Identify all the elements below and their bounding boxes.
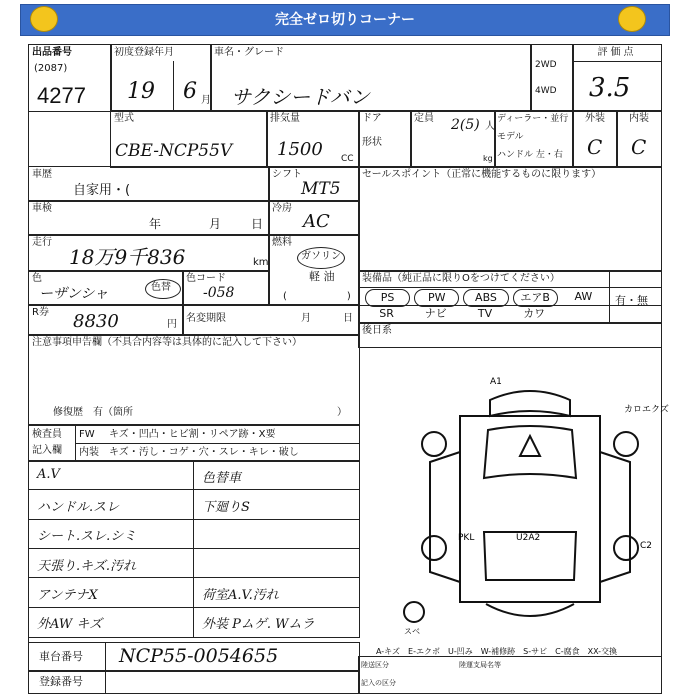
equipment-row-2 — [363, 306, 609, 322]
color-cell — [28, 270, 184, 306]
divider — [573, 61, 661, 62]
mileage-label: 走行 — [32, 237, 52, 248]
auction-no-sub: (2087) — [34, 63, 68, 74]
ac-value: AC — [303, 211, 330, 232]
remarks-text: 下廻りS — [202, 499, 250, 515]
right-side — [600, 452, 630, 582]
model-value: CBE-NCP55V — [115, 141, 233, 161]
remarks-row — [29, 578, 193, 607]
remarks-row — [194, 549, 359, 578]
selling-points-cell — [358, 166, 662, 272]
shift-cell — [268, 166, 360, 202]
capacity-unit: 人 — [485, 121, 495, 132]
registration-year: 19 — [127, 79, 155, 104]
repair-history-close: ） — [337, 407, 347, 418]
interior-label: 内装 — [629, 113, 649, 124]
divider — [105, 643, 106, 671]
review-label: 後日系 — [362, 325, 392, 336]
remarks-row — [29, 608, 193, 637]
auction-no-label: 出品番号 — [32, 47, 72, 58]
vehicle-name-cell — [210, 44, 532, 112]
registration-label: 初度登録年月 — [114, 47, 174, 58]
car-diagram — [400, 372, 669, 642]
remarks-row — [194, 520, 359, 549]
remarks-text: 外AW キズ — [37, 617, 103, 633]
inspector-in: 内装 — [79, 447, 99, 458]
equipment-item: ナビ — [424, 307, 447, 320]
color-code-cell — [182, 270, 270, 306]
chassis-value: NCP55-0054655 — [119, 645, 279, 667]
displacement-value: 1500 — [277, 139, 323, 160]
shift-label: シフト — [272, 169, 302, 180]
bear-mascot-icon — [618, 6, 646, 32]
ac-label: 冷房 — [272, 203, 292, 214]
doors-cell — [358, 110, 412, 168]
bottom-small-c: 記入の区分 — [361, 679, 396, 687]
remarks-text: 色替車 — [202, 470, 242, 486]
fuel-cell — [268, 234, 360, 306]
inspector-in-items: キズ・汚し・コゲ・穴・スレ・キレ・破し — [109, 447, 299, 458]
chassis-label: 車台番号 — [39, 650, 83, 663]
recycle-unit: 円 — [167, 319, 177, 330]
spare-tire — [404, 602, 424, 622]
damage-legend: A-キズ E-エクボ U-凹み W-補修跡 S-サビ C-腐食 XX-交換 — [376, 647, 618, 656]
usage-cell — [28, 166, 270, 202]
exterior-cell — [572, 110, 618, 168]
remarks-row — [29, 520, 193, 549]
inspection-month: 月 — [209, 217, 222, 231]
chassis-cell — [28, 642, 360, 672]
bottom-small-cell — [358, 656, 662, 694]
equipment-item: AW — [574, 290, 593, 303]
notes-label: 注意事項申告欄（不具合内容等は具体的に記入して下さい） — [32, 337, 302, 348]
equipment-other: 有・無 — [615, 294, 648, 307]
equipment-item: エアB — [513, 289, 558, 307]
recycle-value: 8830 — [73, 311, 119, 332]
diagram-cloth: カロエクズ — [624, 405, 669, 415]
auction-no-cell — [28, 44, 112, 112]
front-right-wheel — [614, 432, 638, 456]
dealer-cell — [494, 110, 574, 168]
bear-mascot-icon — [30, 6, 58, 32]
remarks-row — [194, 461, 359, 490]
displacement-cell — [266, 110, 360, 168]
score-value: 3.5 — [589, 73, 631, 103]
registration-cell — [110, 44, 212, 112]
remarks-row — [194, 578, 359, 607]
equipment-item: SR — [379, 307, 394, 320]
remarks-table — [28, 460, 360, 638]
displacement-label: 排気量 — [270, 113, 300, 124]
capacity-value: 2(5) — [451, 117, 480, 133]
diagram-uaa: U2A2 — [516, 533, 541, 543]
remarks-text: A.V — [37, 466, 60, 482]
rear-bumper — [486, 604, 574, 616]
diagram-suba: スベ — [404, 627, 420, 636]
doors-label: ドア — [362, 113, 382, 124]
remarks-row — [29, 461, 193, 490]
bottom-small-b: 陸運支局名等 — [459, 661, 501, 669]
score-cell — [572, 44, 662, 112]
header-bar — [20, 4, 670, 36]
weight-unit: kg — [483, 154, 493, 163]
color-change-label: 色替 — [151, 282, 171, 293]
reg-no-cell — [28, 670, 360, 694]
divider — [609, 287, 610, 323]
color-label: 色 — [32, 273, 42, 284]
interior-cell — [616, 110, 662, 168]
remarks-text: 外装 Pムゲ. Wムラ — [202, 617, 315, 633]
bottom-small-a: 陸送区分 — [361, 661, 389, 669]
divider — [173, 61, 174, 111]
inspector-label-2: 記入欄 — [32, 445, 62, 456]
diagram-pkl: PKL — [458, 533, 475, 543]
capacity-cell — [410, 110, 496, 168]
fuel-diesel: 軽 油 — [309, 270, 335, 283]
displacement-unit: CC — [341, 154, 354, 164]
exterior-label: 外装 — [585, 113, 605, 124]
usage-label: 車歴 — [32, 169, 52, 180]
inspector-label-1: 検査員 — [32, 429, 62, 440]
capacity-label: 定員 — [414, 113, 434, 124]
selling-points-label: セールスポイント（正常に機能するものに限ります） — [362, 169, 602, 180]
shape-label: 形状 — [362, 137, 382, 148]
dealer-label: ディーラー・並行 — [497, 114, 569, 124]
inspector-cell — [28, 424, 360, 462]
mileage-unit: km — [253, 257, 269, 268]
recycle-cell — [28, 304, 184, 336]
remarks-row — [29, 490, 193, 519]
color-code-value: -058 — [203, 285, 235, 301]
remarks-right-column — [194, 461, 359, 637]
vehicle-name-label: 車名・グレード — [214, 47, 284, 58]
remarks-row — [29, 549, 193, 578]
drive-2wd: 2WD — [535, 60, 557, 70]
fuel-paren: ( ) — [283, 291, 351, 302]
name-change-month: 月 — [301, 313, 311, 324]
usage-value: 自家用・( — [73, 183, 131, 198]
inspection-cell — [28, 200, 270, 236]
recycle-label: R券 — [32, 307, 49, 318]
remarks-text: 天張り.キズ.汚れ — [37, 558, 137, 574]
remarks-text: 荷室A.V.汚れ — [202, 587, 279, 603]
remarks-left-column — [29, 461, 193, 637]
rear-left-wheel — [422, 536, 446, 560]
remarks-row — [194, 608, 359, 637]
inspector-fw: FW — [79, 429, 95, 440]
registration-month: 6 — [183, 79, 197, 104]
registration-month-unit: 月 — [201, 95, 211, 106]
remarks-row — [194, 490, 359, 519]
remarks-text: ハンドル.スレ — [37, 499, 120, 515]
inspection-label: 車検 — [32, 203, 52, 214]
equipment-item: カワ — [523, 307, 546, 320]
fuel-gas: ガソリン — [301, 251, 341, 262]
auction-no-value: 4277 — [37, 83, 86, 108]
model-label: 型式 — [114, 113, 134, 124]
inspection-year: 年 — [149, 217, 162, 231]
notes-cell — [28, 334, 360, 426]
car-body-outline — [460, 416, 600, 602]
equipment-item: PS — [365, 289, 410, 307]
divider — [105, 671, 106, 693]
left-side — [430, 452, 460, 582]
divider — [609, 271, 610, 287]
reg-no-label: 登録番号 — [39, 675, 83, 688]
page-title: 完全ゼロ切りコーナー — [275, 12, 415, 28]
review-cell — [358, 322, 662, 348]
ac-cell — [268, 200, 360, 236]
mark-triangle — [520, 436, 540, 456]
interior-value: C — [631, 135, 647, 159]
equipment-label: 装備品（純正品に限りOをつけてください） — [362, 273, 560, 284]
name-change-day: 日 — [343, 313, 353, 324]
divider — [75, 443, 359, 444]
repair-history-label: 修復歴 有（箇所 — [53, 407, 133, 418]
drive-4wd: 4WD — [535, 86, 557, 96]
diagram-a1: A1 — [490, 377, 502, 387]
name-change-label: 名変期限 — [186, 313, 226, 324]
mileage-value: 18万9千836 — [69, 245, 186, 269]
shift-value: MT5 — [301, 179, 341, 199]
diagram-c2: C2 — [640, 541, 653, 551]
fuel-label: 燃料 — [272, 237, 292, 248]
car-front-outline — [490, 391, 570, 416]
equipment-row-1 — [363, 289, 609, 305]
rear-right-wheel — [614, 536, 638, 560]
equipment-item: PW — [414, 289, 459, 307]
handle-label: ハンドル 左・右 — [497, 150, 563, 160]
drive-cell — [530, 44, 574, 112]
front-left-wheel — [422, 432, 446, 456]
color-value: ーザンシャ — [39, 286, 109, 302]
inspection-day: 日 — [251, 217, 264, 231]
equipment-item: ABS — [463, 289, 508, 307]
remarks-text: シート.スレ.シミ — [37, 529, 137, 545]
divider — [359, 287, 661, 288]
equipment-item: TV — [477, 307, 493, 320]
remarks-text: アンテナX — [37, 587, 98, 603]
inspector-fw-items: キズ・凹凸・ヒビ割・リペア跡・X要 — [109, 429, 276, 440]
exterior-value: C — [587, 135, 603, 159]
vehicle-name-value: サクシードバン — [231, 85, 370, 109]
color-code-label: 色コード — [186, 273, 226, 284]
score-label: 評価点 — [597, 47, 637, 58]
mileage-cell — [28, 234, 270, 272]
equipment-cell — [358, 270, 662, 324]
model-cell — [110, 110, 268, 168]
name-change-cell — [182, 304, 360, 336]
model-sub-label: モデル — [497, 132, 524, 142]
